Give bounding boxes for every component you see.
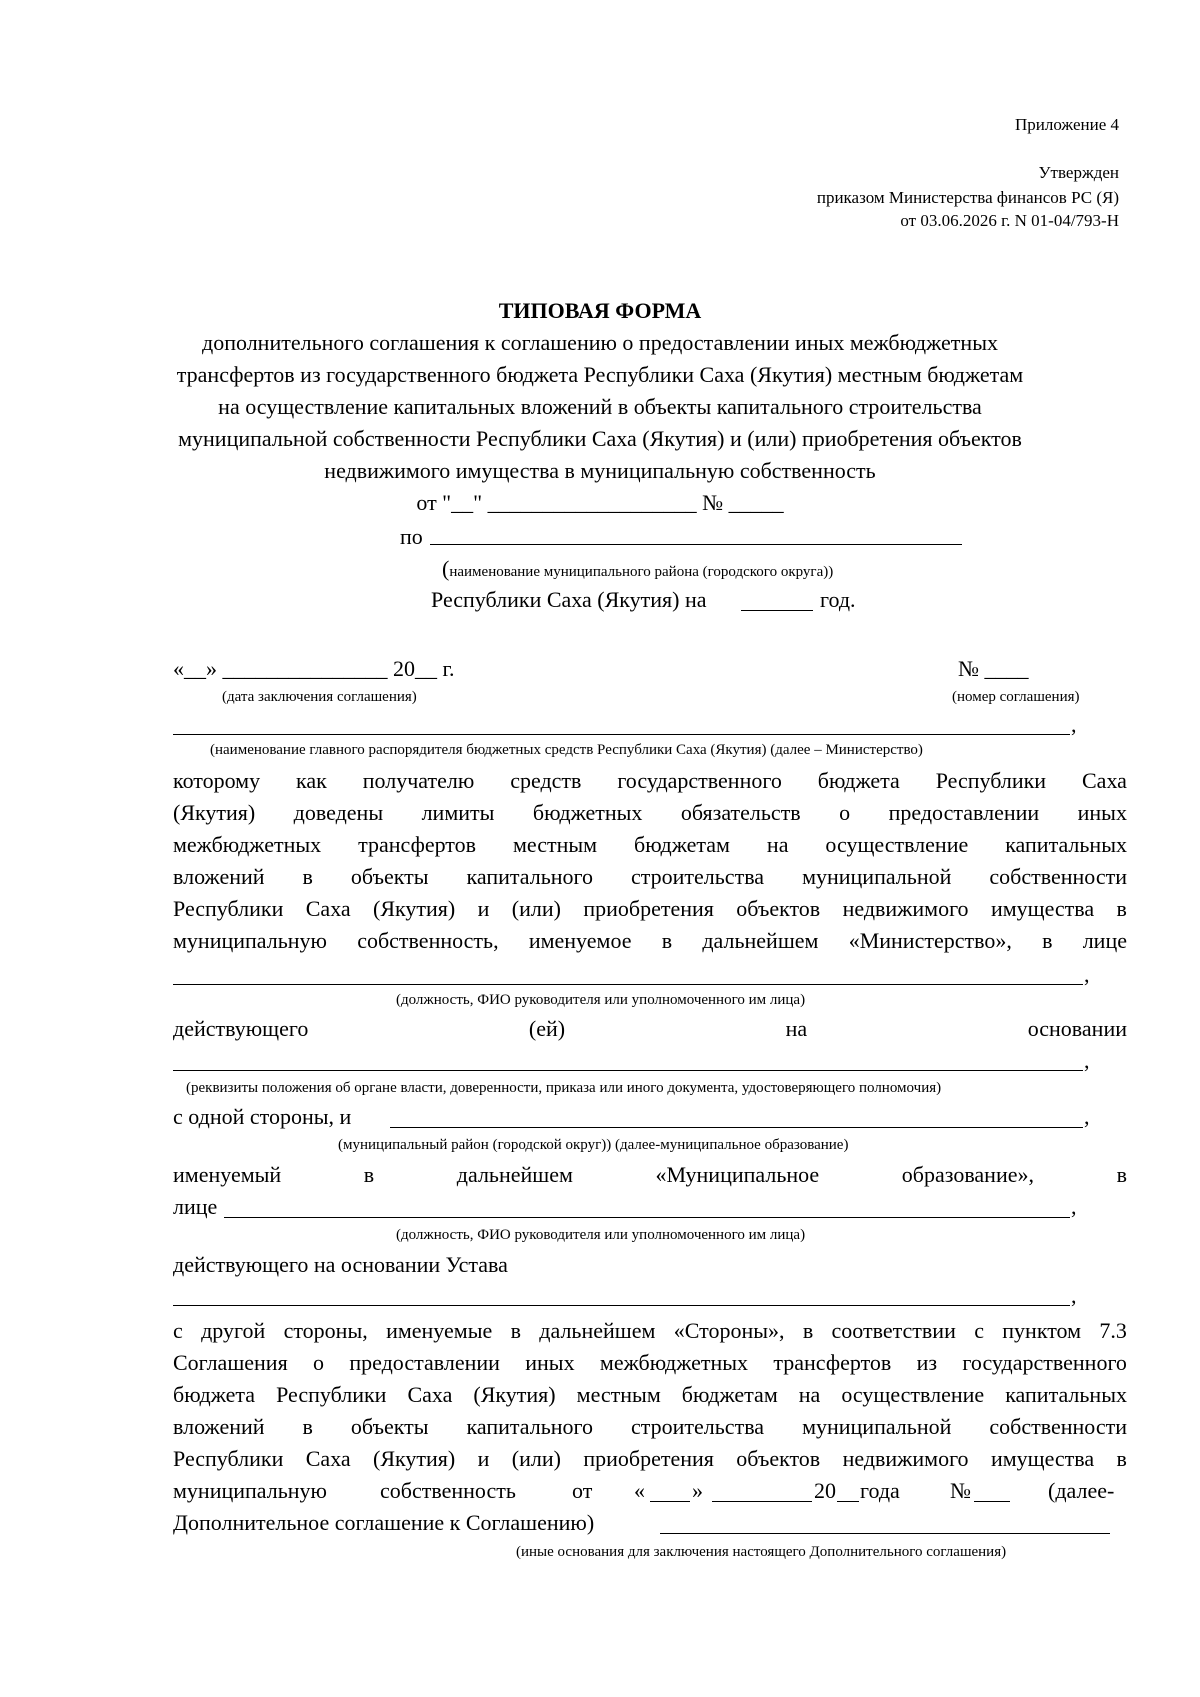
word: в <box>363 1162 375 1187</box>
word: получателю <box>362 768 475 793</box>
municipality-caption: (муниципальный район (городской округ)) (далее-муниципальное образование) <box>338 1137 849 1153</box>
word: осуществление <box>841 1382 985 1407</box>
word: межбюджетных <box>599 1350 749 1375</box>
word: муниципальную <box>173 928 327 953</box>
word: Республики <box>173 1446 284 1471</box>
word: межбюджетных <box>173 832 322 857</box>
comma: , <box>1071 1194 1077 1219</box>
agreement-number-field: № ____ <box>958 656 1029 681</box>
acting-basis-line <box>173 1016 1127 1042</box>
paragraph-2-line <box>173 1318 1127 1344</box>
word: и <box>477 1446 490 1471</box>
word: дальнейшем <box>456 1162 573 1187</box>
word: Соглашения <box>173 1350 288 1375</box>
document-title: ТИПОВАЯ ФОРМА <box>498 298 702 323</box>
word: как <box>296 768 327 793</box>
agreement-date-caption: (дата заключения соглашения) <box>222 689 417 705</box>
word: на <box>785 1016 808 1041</box>
word: Саха <box>407 1382 453 1407</box>
word: Республики <box>276 1382 387 1407</box>
paragraph-1-line <box>173 768 1127 794</box>
republic-year-suffix: год. <box>820 587 856 612</box>
word: (или) <box>511 1446 561 1471</box>
word: предоставлении <box>349 1350 500 1375</box>
word: недвижимого <box>842 1446 969 1471</box>
requisites-caption: (реквизиты положения об органе власти, доверенности, приказа или иного документа, удостоверяющего полномочия) <box>186 1080 942 1096</box>
word: из <box>916 1350 938 1375</box>
word: собственность, <box>357 928 499 953</box>
word: «Стороны», <box>673 1318 785 1343</box>
quote-open: « <box>634 1478 645 1503</box>
word: и <box>477 896 490 921</box>
word: иных <box>1077 800 1127 825</box>
word: Республики <box>173 896 284 921</box>
word: муниципальной <box>802 1414 952 1439</box>
word: именуемое <box>528 928 632 953</box>
word: доведены <box>293 800 384 825</box>
word: в <box>302 864 313 889</box>
year-prefix: 20 <box>814 1478 836 1503</box>
word: капитальных <box>1005 832 1127 857</box>
ministry-head-caption: (должность, ФИО руководителя или уполномоченного им лица) <box>396 992 806 1008</box>
word: дальнейшем <box>539 1318 656 1343</box>
word: собственности <box>989 864 1127 889</box>
word: вложений <box>173 864 265 889</box>
word: государственного <box>962 1350 1127 1375</box>
approved-label: Утвержден <box>1038 163 1119 182</box>
word: трансфертов <box>358 832 477 857</box>
word: «Министерство», <box>848 928 1012 953</box>
word: в <box>1116 1162 1127 1187</box>
word: «Муниципальное <box>655 1162 820 1187</box>
last-line-word: собственность <box>380 1478 516 1503</box>
word: объектов <box>736 1446 821 1471</box>
last-line-word: от <box>572 1478 593 1503</box>
word: (Якутия) <box>373 1446 456 1471</box>
year-digit-underline <box>837 1501 859 1502</box>
word: местным <box>576 1382 661 1407</box>
in-person-label: лице <box>173 1194 218 1219</box>
word: пунктом <box>1002 1318 1082 1343</box>
order-line: приказом Министерства финансов РС (Я) <box>816 188 1119 207</box>
word: капитального <box>466 1414 593 1439</box>
word: именуемые <box>386 1318 493 1343</box>
paragraph-1-line <box>173 896 1127 922</box>
word: в <box>302 1414 313 1439</box>
word: (Якутия) <box>373 896 456 921</box>
word: объектов <box>736 896 821 921</box>
word: в <box>1116 896 1127 921</box>
paragraph-2-line <box>173 1414 1127 1440</box>
comma: , <box>1071 1283 1077 1308</box>
number-underline <box>974 1501 1010 1502</box>
word: лимиты <box>421 800 495 825</box>
word: объекты <box>350 1414 429 1439</box>
word: Саха <box>305 1446 351 1471</box>
agreement-number-caption: (номер соглашения) <box>952 689 1080 705</box>
word: действующего <box>173 1016 309 1041</box>
word: иных <box>525 1350 575 1375</box>
word: приобретения <box>583 1446 714 1471</box>
word: государственного <box>617 768 782 793</box>
requisites-underline <box>173 1070 1083 1071</box>
day-underline <box>650 1501 690 1502</box>
word: именуемый <box>173 1162 282 1187</box>
word: о <box>313 1350 325 1375</box>
word: бюджетных <box>532 800 643 825</box>
word: Саха <box>1082 768 1127 793</box>
word: Саха <box>305 896 351 921</box>
order-date: от 03.06.2026 г. N 01-04/793-Н <box>900 211 1119 230</box>
word: вложений <box>173 1414 265 1439</box>
paragraph-2-line <box>173 1382 1127 1408</box>
word: с <box>173 1318 183 1343</box>
word: бюджетам <box>634 832 730 857</box>
paragraph-1-line <box>173 928 1127 954</box>
word: дальнейшем <box>702 928 819 953</box>
paragraph-1-line <box>173 864 1127 890</box>
word: соответствии <box>831 1318 956 1343</box>
word: строительства <box>631 1414 765 1439</box>
appendix-label: Приложение 4 <box>1015 115 1119 134</box>
word: трансфертов <box>773 1350 892 1375</box>
word: в <box>1042 928 1053 953</box>
republic-year-prefix: Республики Саха (Якутия) на <box>431 587 707 612</box>
title-line: муниципальной собственности Республики Саха (Якутия) и (или) приобретения объектов <box>178 426 1022 451</box>
named-municipal-line <box>173 1162 1127 1188</box>
word: о <box>839 800 851 825</box>
comma: , <box>1071 712 1077 737</box>
last-line-word: муниципальную <box>173 1478 327 1503</box>
word: которому <box>173 768 261 793</box>
word: объекты <box>350 864 429 889</box>
word: предоставлении <box>888 800 1040 825</box>
municipal-head-underline <box>224 1217 1070 1218</box>
agreement-date-field: «__» _______________ 20__ г. <box>173 656 455 681</box>
supplementary-agreement-line: Дополнительное соглашение к Соглашению) <box>173 1510 595 1535</box>
word: Республики <box>935 768 1047 793</box>
comma: , <box>1084 962 1090 987</box>
year-underline <box>741 610 813 611</box>
paragraph-2-line <box>173 1350 1127 1376</box>
word: муниципальной <box>802 864 952 889</box>
municipal-head-caption: (должность, ФИО руководителя или уполномоченного им лица) <box>396 1227 806 1243</box>
word: местным <box>512 832 598 857</box>
from-date-number-line: от "__" ___________________ № _____ <box>416 490 784 515</box>
ministry-head-underline <box>173 984 1083 985</box>
paragraph-1-line <box>173 800 1127 826</box>
word: бюджета <box>817 768 900 793</box>
ministry-name-caption: (наименование главного распорядителя бюджетных средств Республики Саха (Якутия) (далее – Министерство) <box>210 742 923 758</box>
word: строительства <box>631 864 765 889</box>
word: средств <box>510 768 582 793</box>
word: имущества <box>990 1446 1095 1471</box>
paragraph-2-line <box>173 1446 1127 1472</box>
ministry-name-underline <box>173 734 1070 735</box>
word: (Якутия) <box>473 1382 556 1407</box>
word: в <box>661 928 673 953</box>
year-word: года <box>860 1478 900 1503</box>
last-line-tail: (далее- <box>1048 1478 1115 1503</box>
title-line: на осуществление капитальных вложений в объекты капитального строительства <box>218 394 982 419</box>
word: на <box>766 832 789 857</box>
word: имущества <box>990 896 1095 921</box>
word: 7.3 <box>1099 1318 1127 1343</box>
paragraph-1-line <box>173 832 1127 858</box>
municipal-name-underline <box>430 544 962 545</box>
municipality-underline <box>390 1127 1083 1128</box>
title-line: недвижимого имущества в муниципальную собственность <box>324 458 876 483</box>
title-line: дополнительного соглашения к соглашению о предоставлении иных межбюджетных <box>202 330 998 355</box>
word: (Якутия) <box>173 800 256 825</box>
word: стороны, <box>283 1318 368 1343</box>
word: в <box>802 1318 814 1343</box>
acting-charter-label: действующего на основании Устава <box>173 1252 508 1277</box>
other-grounds-underline <box>660 1533 1110 1534</box>
po-label: по <box>400 524 423 549</box>
comma: , <box>1084 1048 1090 1073</box>
word: (ей) <box>528 1016 566 1041</box>
word: в <box>510 1318 521 1343</box>
word: (или) <box>511 896 561 921</box>
word: приобретения <box>583 896 714 921</box>
word: бюджета <box>173 1382 256 1407</box>
word: капитального <box>466 864 593 889</box>
municipal-name-caption: (наименование муниципального района (городского округа)) <box>442 556 834 581</box>
other-grounds-caption: (иные основания для заключения настоящего Дополнительного соглашения) <box>516 1544 1007 1560</box>
charter-underline <box>173 1305 1070 1306</box>
word: другой <box>201 1318 266 1343</box>
word: в <box>1116 1446 1127 1471</box>
number-sign: № <box>950 1478 971 1503</box>
month-underline <box>712 1501 812 1502</box>
word: недвижимого <box>842 896 969 921</box>
word: осуществление <box>825 832 969 857</box>
title-line: трансфертов из государственного бюджета Республики Саха (Якутия) местным бюджетам <box>176 362 1024 387</box>
word: капитальных <box>1005 1382 1127 1407</box>
quote-close: » <box>692 1478 703 1503</box>
word: основании <box>1027 1016 1127 1041</box>
comma: , <box>1084 1104 1090 1129</box>
word: с <box>974 1318 984 1343</box>
word: собственности <box>989 1414 1127 1439</box>
word: образование», <box>901 1162 1034 1187</box>
one-side-label: с одной стороны, и <box>173 1104 352 1129</box>
word: лице <box>1082 928 1127 953</box>
word: обязательств <box>680 800 801 825</box>
word: бюджетам <box>681 1382 778 1407</box>
word: на <box>798 1382 821 1407</box>
